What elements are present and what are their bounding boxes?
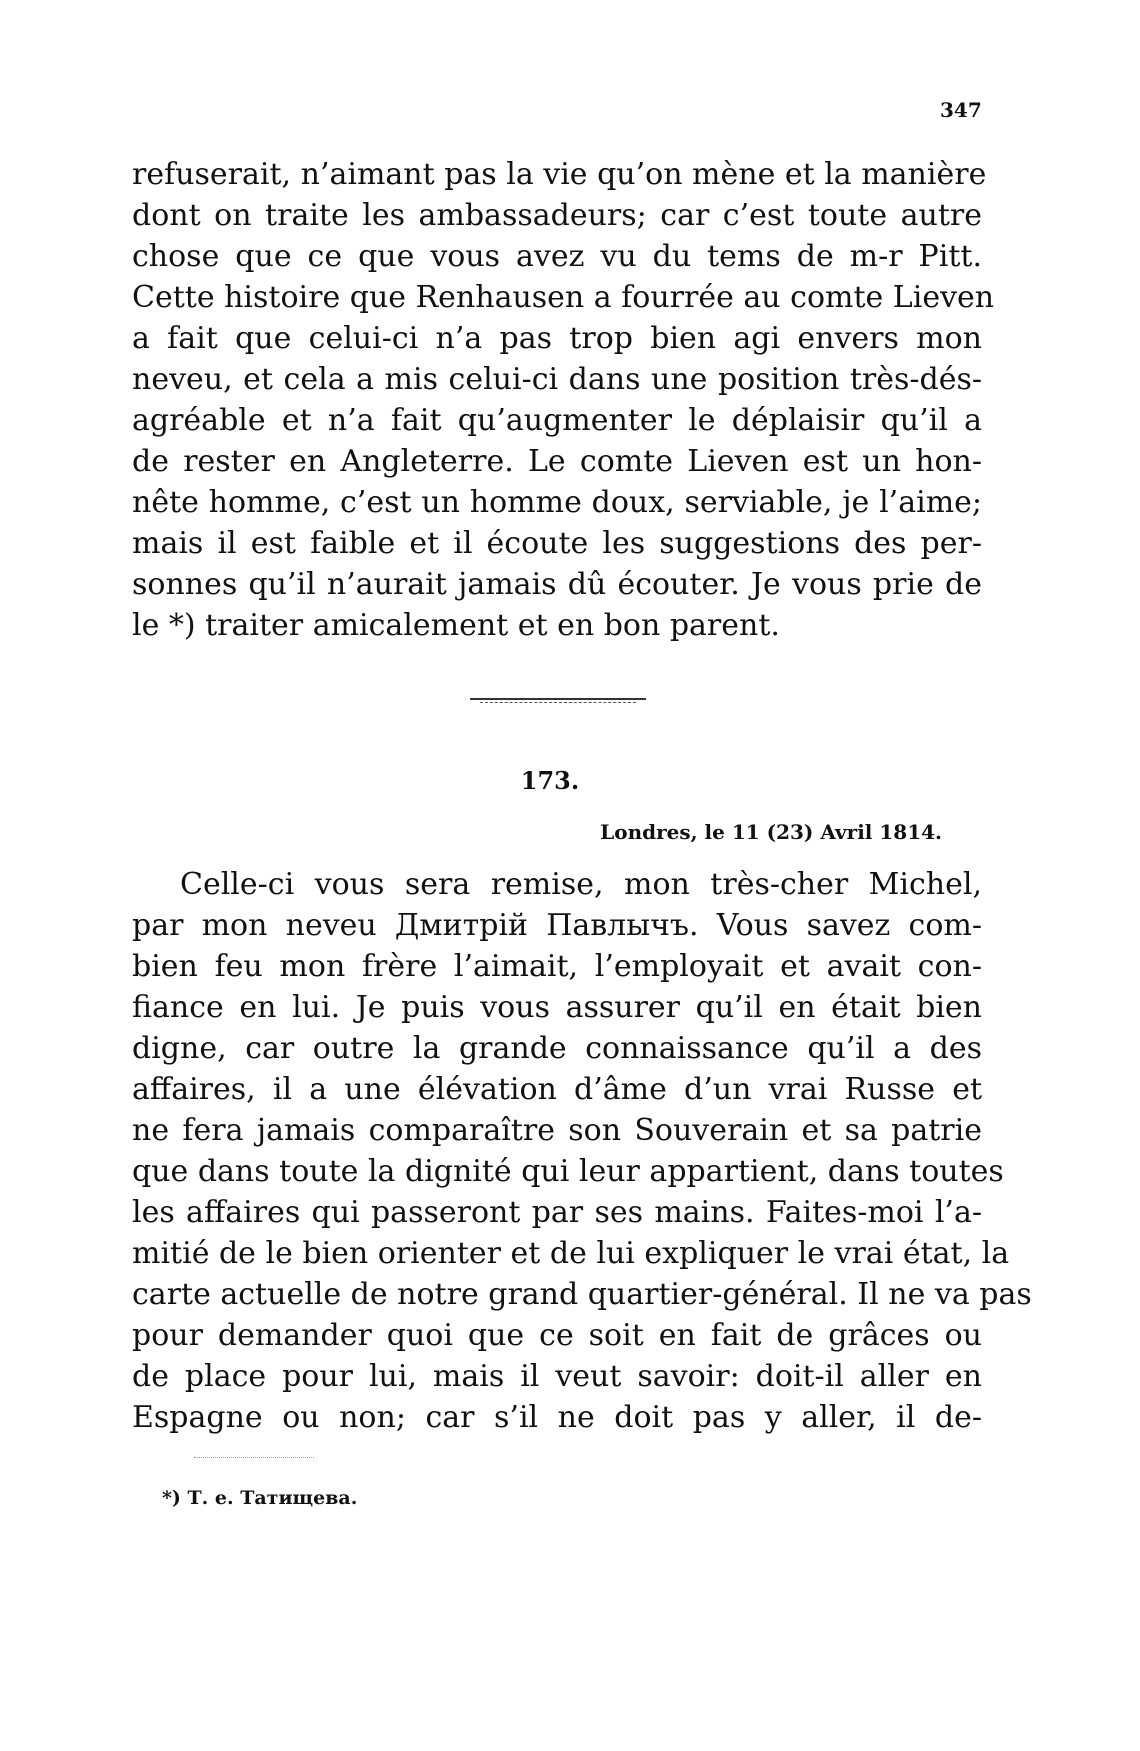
text-line: par mon neveu Дмитрій Павлычъ. Vous savez com-	[132, 908, 982, 943]
text-line: de place pour lui, mais il veut savoir: doit-il aller en	[132, 1359, 982, 1394]
text-line: fiance en lui. Je puis vous assurer qu’il en était bien	[132, 990, 982, 1025]
page-number: 347	[940, 98, 982, 122]
text-line: digne, car outre la grande connaissance qu’il a des	[132, 1031, 982, 1066]
text-line: de rester en Angleterre. Le comte Lieven est un hon-	[132, 444, 982, 479]
text-line: neveu, et cela a mis celui-ci dans une position très-dés-	[132, 362, 982, 397]
text-line: Celle-ci vous sera remise, mon très-cher Michel,	[180, 867, 982, 902]
text-line: nête homme, c’est un homme doux, serviable, je l’aime;	[132, 485, 982, 520]
text-line: dont on traite les ambassadeurs; car c’est toute autre	[132, 198, 982, 233]
text-line: le *) traiter amicalement et en bon parent.	[132, 608, 780, 643]
text-line: ne fera jamais comparaître son Souverain et sa patrie	[132, 1113, 982, 1148]
text-line: chose que ce que vous avez vu du tems de m-r Pitt.	[132, 239, 982, 274]
text-line: Espagne ou non; car s’il ne doit pas y aller, il de-	[132, 1400, 982, 1435]
text-line: Cette histoire que Renhausen a fourrée au comte Lieven	[132, 280, 995, 315]
text-line: a fait que celui-ci n’a pas trop bien agi envers mon	[132, 321, 982, 356]
text-line: agréable et n’a fait qu’augmenter le déplaisir qu’il a	[132, 403, 982, 438]
divider-rule	[480, 702, 636, 703]
letter-number: 173.	[520, 766, 580, 795]
text-line: sonnes qu’il n’aurait jamais dû écouter. Je vous prie de	[132, 567, 982, 602]
letter-body	[132, 864, 1032, 1438]
divider-rule	[470, 698, 646, 700]
text-line: carte actuelle de notre grand quartier-général. Il ne va pas	[132, 1277, 1032, 1312]
text-line: que dans toute la dignité qui leur appartient, dans toutes	[132, 1154, 1004, 1189]
text-line: mitié de le bien orienter et de lui expliquer le vrai état, la	[132, 1236, 1010, 1271]
text-line: affaires, il a une élévation d’âme d’un vrai Russe et	[132, 1072, 982, 1107]
text-line: refuserait, n’aimant pas la vie qu’on mène et la manière	[132, 157, 987, 192]
letter-dateline: Londres, le 11 (23) Avril 1814.	[600, 820, 942, 844]
text-line: bien feu mon frère l’aimait, l’employait et avait con-	[132, 949, 982, 984]
text-line: pour demander quoi que ce soit en fait de grâces ou	[132, 1318, 982, 1353]
text-line: mais il est faible et il écoute les suggestions des per-	[132, 526, 982, 561]
paragraph-continuation	[132, 154, 995, 646]
text-line: les affaires qui passeront par ses mains. Faites-moi l’a-	[132, 1195, 982, 1230]
section-divider	[470, 698, 646, 704]
footnote: *) Т. е. Татищева.	[162, 1487, 358, 1509]
footnote-separator	[194, 1457, 314, 1460]
